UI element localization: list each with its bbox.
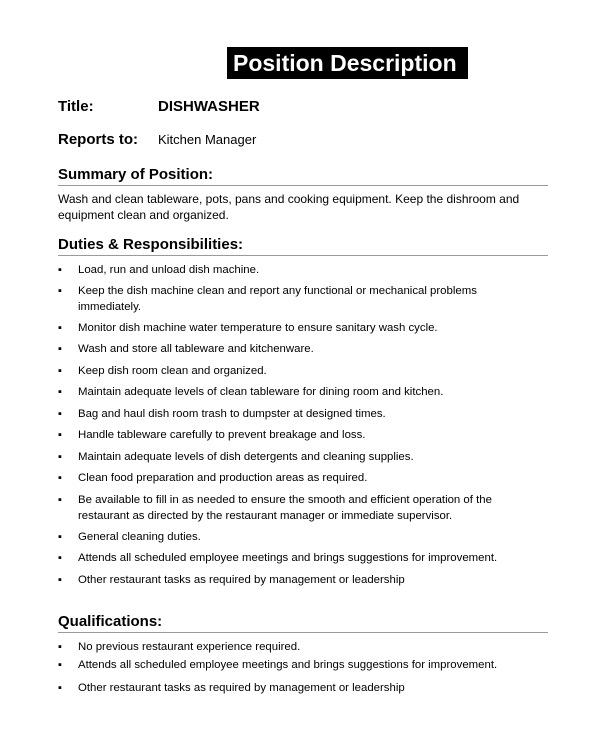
summary-text: Wash and clean tableware, pots, pans and cooking equipment. Keep the dishroom and equipment clean and organized. bbox=[58, 192, 520, 222]
duty-text: Handle tableware carefully to prevent breakage and loss. bbox=[78, 429, 366, 441]
duty-text: Maintain adequate levels of clean tableware for dining room and kitchen. bbox=[78, 386, 444, 398]
duty-item bbox=[58, 572, 528, 588]
duty-item bbox=[58, 470, 528, 486]
bullet-icon: ▪ bbox=[58, 408, 62, 420]
qualification-item bbox=[58, 680, 528, 696]
bullet-icon: ▪ bbox=[58, 531, 62, 543]
duty-item bbox=[58, 529, 528, 545]
duty-text: Attends all scheduled employee meetings and brings suggestions for improvement. bbox=[78, 552, 498, 564]
bullet-icon: ▪ bbox=[58, 682, 62, 694]
duty-text: Maintain adequate levels of dish detergents and cleaning supplies. bbox=[78, 451, 414, 463]
duties-heading: Duties & Responsibilities: bbox=[58, 236, 548, 256]
bullet-icon: ▪ bbox=[58, 472, 62, 484]
duty-item bbox=[58, 406, 528, 422]
bullet-icon: ▪ bbox=[58, 659, 62, 671]
bullet-icon: ▪ bbox=[58, 343, 62, 355]
duty-text: Keep dish room clean and organized. bbox=[78, 365, 267, 377]
duty-item bbox=[58, 550, 528, 566]
bullet-icon: ▪ bbox=[58, 552, 62, 564]
qualification-text: Attends all scheduled employee meetings and brings suggestions for improvement. bbox=[78, 659, 498, 671]
bullet-icon: ▪ bbox=[58, 429, 62, 441]
bullet-icon: ▪ bbox=[58, 574, 62, 586]
title-value: DISHWASHER bbox=[158, 98, 260, 115]
qualification-text: Other restaurant tasks as required by management or leadership bbox=[78, 682, 405, 694]
duty-text: Wash and store all tableware and kitchenware. bbox=[78, 343, 314, 355]
duty-item bbox=[58, 262, 528, 278]
summary-heading: Summary of Position: bbox=[58, 166, 548, 186]
qualification-item bbox=[58, 639, 528, 655]
duty-item bbox=[58, 320, 528, 336]
qualification-item bbox=[58, 657, 528, 673]
bullet-icon: ▪ bbox=[58, 386, 62, 398]
qualifications-heading: Qualifications: bbox=[58, 613, 548, 633]
duty-text: Bag and haul dish room trash to dumpster at designed times. bbox=[78, 408, 386, 420]
duty-item bbox=[58, 384, 528, 400]
duty-text: Clean food preparation and production areas as required. bbox=[78, 472, 368, 484]
bullet-icon: ▪ bbox=[58, 264, 62, 276]
bullet-icon: ▪ bbox=[58, 365, 62, 377]
reports-to-label: Reports to: bbox=[58, 131, 138, 148]
duty-text: Monitor dish machine water temperature to ensure sanitary wash cycle. bbox=[78, 322, 438, 334]
duty-item bbox=[58, 449, 528, 465]
qualification-text: No previous restaurant experience required. bbox=[78, 641, 301, 653]
duty-text: Other restaurant tasks as required by management or leadership bbox=[78, 574, 405, 586]
duty-text: Load, run and unload dish machine. bbox=[78, 264, 260, 276]
duty-item bbox=[58, 341, 528, 357]
duty-text: General cleaning duties. bbox=[78, 531, 201, 543]
reports-to-value: Kitchen Manager bbox=[158, 132, 257, 147]
duty-item bbox=[58, 427, 528, 443]
title-label: Title: bbox=[58, 98, 94, 115]
bullet-icon: ▪ bbox=[58, 494, 62, 506]
bullet-icon: ▪ bbox=[58, 322, 62, 334]
duty-text: Be available to fill in as needed to ensure the smooth and efficient operation of the restaurant as directed by the restaurant manager or immediate supervisor. bbox=[78, 494, 492, 522]
bullet-icon: ▪ bbox=[58, 285, 62, 297]
duty-item bbox=[58, 283, 528, 315]
bullet-icon: ▪ bbox=[58, 641, 62, 653]
bullet-icon: ▪ bbox=[58, 451, 62, 463]
duty-text: Keep the dish machine clean and report any functional or mechanical problems immediately. bbox=[78, 285, 477, 313]
duty-item bbox=[58, 492, 528, 524]
duty-item bbox=[58, 363, 528, 379]
document-title: Position Description bbox=[227, 47, 468, 79]
